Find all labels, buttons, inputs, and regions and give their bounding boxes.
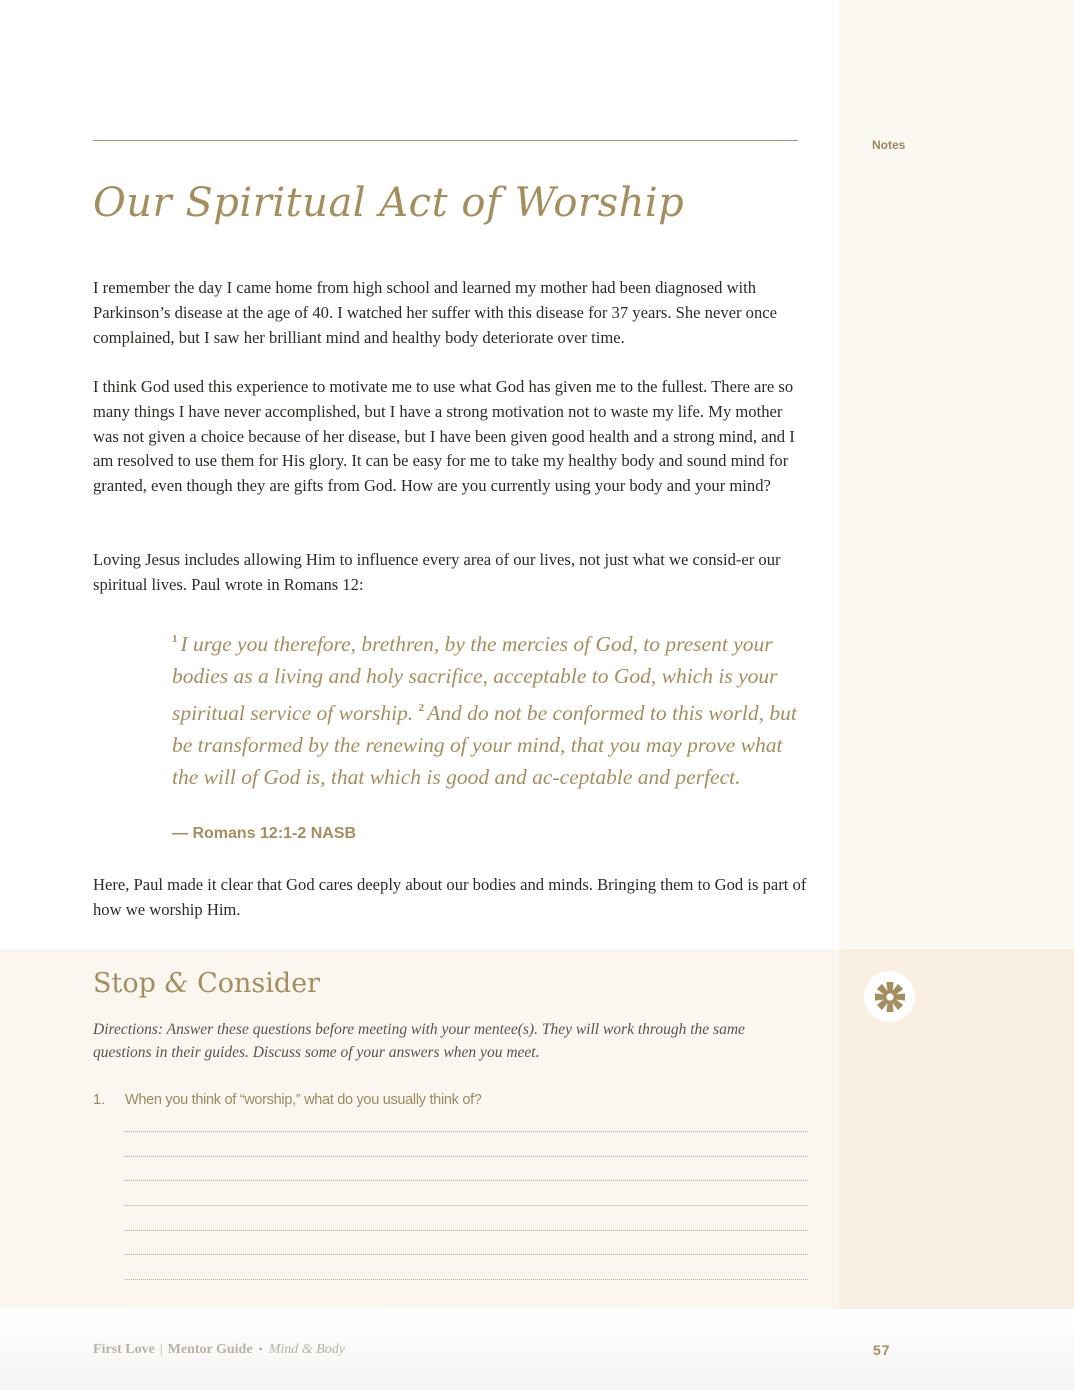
answer-line[interactable] [125,1205,808,1206]
page-title: Our Spiritual Act of Worship [93,180,685,226]
paragraph-3: Loving Jesus includes allowing Him to influence every area of our lives, not just what we consid-er our spiritual lives. Paul wrote in Romans 12: [93,550,781,594]
verse-2-text: And do not be conformed to this world, but be transformed by the renewing of your mind, that you may prove what the will of God is, that which is good and ac-ceptable and perfect. [172,701,797,789]
answer-line[interactable] [125,1131,808,1132]
footer-book: First Love [93,1342,155,1357]
stop-consider-section [0,949,839,1309]
paragraph-1: I remember the day I came home from high school and learned my mother had been diagnosed with Parkinson’s disease at the age of 40. I watched her suffer with this disease for 37 years. She never once complained, but I saw her brilliant mind and healthy body deteriorate over time. [93,278,777,347]
notes-label: Notes [872,138,906,152]
paragraph-4: Here, Paul made it clear that God cares deeply about our bodies and minds. Bringing them to God is part of how we worship Him. [93,875,807,919]
footer-separator: | [159,1342,163,1357]
directions-text: Directions: Answer these questions before meeting with your mentee(s). They will work through the same questions in their guides. Discuss some of your answers when you meet. [93,1021,745,1061]
answer-line[interactable] [125,1180,808,1181]
scripture-quote [172,623,812,793]
answer-line[interactable] [125,1279,808,1280]
question-text: When you think of “worship,” what do you usually think of? [125,1092,482,1108]
scripture-citation: — Romans 12:1-2 NASB [172,825,357,842]
title-consider: Consider [197,968,321,999]
answer-line[interactable] [125,1230,808,1231]
footer-guide: Mentor Guide [167,1342,253,1357]
flower-icon [872,979,908,1015]
footer-breadcrumb [93,1342,345,1358]
page-number: 57 [873,1342,891,1358]
title-stop: Stop [93,968,156,999]
verse-1-text: I urge you therefore, brethren, by the mercies of God, to present your bodies as a living and holy sacrifice, acceptable to God, which is your spiritual service of worship. [172,632,778,725]
title-ampersand: & [164,968,189,999]
section-title [93,968,320,999]
footer-bullet: • [258,1342,263,1356]
question-number: 1. [93,1092,106,1108]
section-badge [864,971,915,1022]
answer-line[interactable] [125,1156,808,1157]
answer-line[interactable] [125,1254,808,1255]
footer-section: Mind & Body [268,1342,345,1357]
verse-1-number: 1 [172,633,178,645]
top-divider [93,140,798,141]
verse-2-number: 2 [418,702,425,714]
paragraph-2: I think God used this experience to motivate me to use what God has given me to the fullest. There are so many things I have never accomplished, but I have a strong motivation not to waste my life. My mother was not given a choice because of her disease, but I have been given good health and a strong mind, and I am resolved to use them for His glory. It can be easy for me to take my healthy body and sound mind for granted, even though they are gifts from God. How are you currently using your body and your mind? [93,377,795,496]
